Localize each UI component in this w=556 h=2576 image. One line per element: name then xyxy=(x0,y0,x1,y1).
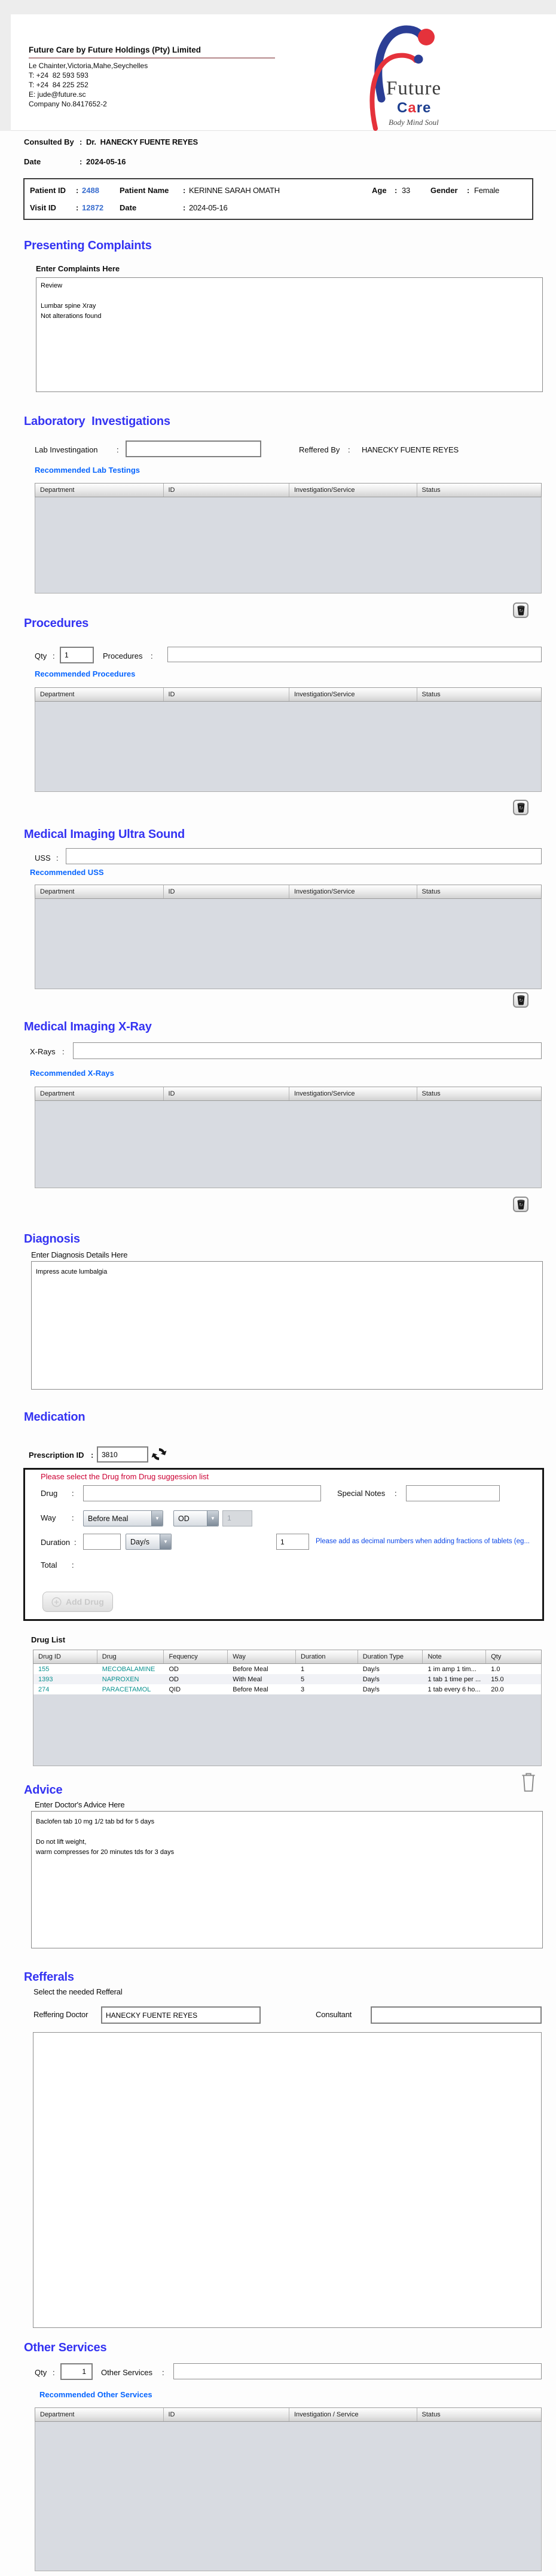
column-header: Status xyxy=(421,487,441,494)
procedures-clear-button[interactable] xyxy=(513,800,528,815)
advice-title: Advice xyxy=(24,1783,63,1797)
drug-duration-type: Day/s xyxy=(362,1675,380,1683)
medication-title: Medication xyxy=(24,1411,85,1424)
trash-icon xyxy=(517,802,526,813)
patient-gender-colon: : xyxy=(467,186,470,195)
drug-name: MECOBALAMINE xyxy=(102,1665,155,1673)
referral-list-box[interactable] xyxy=(33,2032,542,2328)
uss-table-body xyxy=(35,899,542,989)
drug-duration: 3 xyxy=(300,1685,305,1693)
svg-text:↻: ↻ xyxy=(518,1202,523,1208)
future-care-logo xyxy=(359,21,478,131)
frequency-select-value: OD xyxy=(178,1515,190,1523)
company-phone1: T: +24 82 593 593 xyxy=(29,71,88,79)
special-notes-colon: : xyxy=(395,1489,397,1498)
company-name: Future Care by Future Holdings (Pty) Limited xyxy=(29,45,201,54)
way-select[interactable] xyxy=(83,1510,163,1526)
other-qty-colon: : xyxy=(53,2368,55,2377)
drug-suggestion-warning: Please select the Drug from Drug suggession list xyxy=(41,1472,209,1481)
total-colon: : xyxy=(72,1561,74,1570)
drug-frequency: OD xyxy=(169,1675,179,1683)
company-name-underline xyxy=(29,57,275,59)
column-header: Fequency xyxy=(164,1650,228,1663)
consulted-by-label: Consulted By xyxy=(24,137,74,146)
drug-note: 1 im amp 1 tim... xyxy=(427,1665,476,1673)
procedures-table-body xyxy=(35,702,542,792)
drug-list-header xyxy=(33,1650,542,1664)
column-header: Duration xyxy=(296,1650,358,1663)
diagnosis-title: Diagnosis xyxy=(24,1232,80,1246)
patient-age-label: Age xyxy=(372,186,387,195)
drug-name: PARACETAMOL xyxy=(102,1685,151,1693)
reffered-by-colon: : xyxy=(348,445,350,454)
patient-name-colon: : xyxy=(183,186,186,195)
drug-name: NAPROXEN xyxy=(102,1675,139,1683)
column-header: Investigation/Service xyxy=(289,1087,417,1100)
duration-input[interactable] xyxy=(83,1534,121,1550)
logo-word-future: Future xyxy=(386,78,442,99)
uss-field-label: USS xyxy=(35,853,51,862)
patient-id-label: Patient ID xyxy=(30,186,66,195)
drug-list-title: Drug List xyxy=(31,1635,66,1644)
patient-age-colon: : xyxy=(395,186,398,195)
way-colon: : xyxy=(72,1513,74,1522)
complaints-title: Presenting Complaints xyxy=(24,239,152,252)
trash-icon xyxy=(517,995,526,1005)
drug-duration-type: Day/s xyxy=(362,1685,380,1693)
patient-id-value: 2488 xyxy=(82,186,99,195)
procedures-qty-input[interactable] xyxy=(60,647,94,663)
patient-name-label: Patient Name xyxy=(120,186,169,195)
column-header: Department xyxy=(35,1087,164,1100)
prescription-id-colon: : xyxy=(91,1451,94,1460)
way-select-value: Before Meal xyxy=(88,1515,129,1523)
duration-label: Duration xyxy=(41,1538,71,1547)
drug-id: 1393 xyxy=(38,1675,53,1683)
drug-way: With Meal xyxy=(233,1675,262,1683)
column-header: Note xyxy=(423,1650,486,1663)
logo-word-care xyxy=(397,100,431,117)
drug-id: 155 xyxy=(38,1665,50,1673)
prescription-id-input[interactable] xyxy=(97,1446,148,1463)
column-header: ID xyxy=(164,885,290,898)
drug-duration: 1 xyxy=(300,1665,305,1673)
procedures-table-header xyxy=(35,687,542,702)
drug-row[interactable] xyxy=(33,1664,541,1674)
drug-id: 274 xyxy=(38,1685,50,1693)
column-header: ID xyxy=(164,484,290,497)
patient-gender-label: Gender xyxy=(430,186,458,195)
patient-gender-value: Female xyxy=(474,186,500,195)
procedures-table-title: Recommended Procedures xyxy=(35,669,136,678)
lab-table-header xyxy=(35,483,542,497)
xray-table-header xyxy=(35,1087,542,1101)
column-header: Status xyxy=(421,1090,441,1097)
xray-table xyxy=(35,1087,542,1188)
column-header: Way xyxy=(228,1650,296,1663)
way-label: Way xyxy=(41,1513,56,1522)
special-notes-input[interactable] xyxy=(406,1485,500,1501)
procedures-qty-label: Qty xyxy=(35,651,47,660)
delete-advice-button[interactable] xyxy=(519,1770,538,1794)
diagnosis-sublabel: Enter Diagnosis Details Here xyxy=(31,1250,128,1259)
referrals-title: Refferals xyxy=(24,1971,74,1984)
consult-date-value: 2024-05-16 xyxy=(86,157,126,166)
refresh-icon xyxy=(151,1446,167,1463)
drug-duration: 5 xyxy=(300,1675,305,1683)
reffering-doctor-input[interactable] xyxy=(101,2006,261,2024)
lab-table xyxy=(35,483,542,593)
visit-date-value: 2024-05-16 xyxy=(189,203,228,212)
patient-age-value: 33 xyxy=(402,186,411,195)
add-drug-button[interactable] xyxy=(42,1592,113,1612)
procedures-field-colon: : xyxy=(151,651,153,660)
uss-input[interactable] xyxy=(66,848,542,864)
xray-table-title: Recommended X-Rays xyxy=(30,1069,114,1078)
trash-outline-icon xyxy=(520,1770,537,1793)
drug-way: Before Meal xyxy=(233,1685,268,1693)
company-number: Company No.8417652-2 xyxy=(29,100,107,108)
column-header: Qty xyxy=(491,1653,502,1660)
svg-text:↻: ↻ xyxy=(518,998,523,1004)
drug-note: 1 tab every 6 ho... xyxy=(427,1685,481,1693)
chevron-down-icon: ▼ xyxy=(207,1511,218,1526)
column-header: Investigation/Service xyxy=(289,688,417,701)
uss-table xyxy=(35,885,542,989)
complaints-textarea[interactable] xyxy=(36,277,543,392)
column-header: Department xyxy=(35,885,164,898)
dose-input-disabled: 1 xyxy=(222,1510,252,1526)
logo-care-re: re xyxy=(416,100,432,116)
other-field-label: Other Services xyxy=(101,2368,152,2377)
xray-clear-button[interactable] xyxy=(513,1197,528,1212)
trash-icon xyxy=(517,1199,526,1210)
column-header: ID xyxy=(164,1087,290,1100)
trash-icon xyxy=(517,605,526,616)
drug-way: Before Meal xyxy=(233,1665,268,1673)
other-services-title: Other Services xyxy=(24,2341,107,2354)
column-header: Status xyxy=(421,691,441,698)
column-header: Status xyxy=(421,888,441,895)
consulted-by-value: Dr. HANECKY FUENTE REYES xyxy=(86,137,198,146)
column-header: ID xyxy=(164,2408,290,2421)
column-header: Drug xyxy=(97,1650,164,1663)
visit-id-colon: : xyxy=(76,203,79,212)
consult-date-colon: : xyxy=(80,157,83,166)
procedures-table xyxy=(35,687,542,792)
page-top-margin xyxy=(0,0,556,14)
company-phone2: T: +24 84 225 252 xyxy=(29,81,88,89)
lab-table-title: Recommended Lab Testings xyxy=(35,466,140,475)
frequency-select[interactable] xyxy=(173,1510,219,1526)
chevron-down-icon: ▼ xyxy=(160,1534,171,1549)
visit-id-label: Visit ID xyxy=(30,203,56,212)
drug-row[interactable] xyxy=(33,1684,541,1694)
lab-table-body xyxy=(35,497,542,593)
other-table-header xyxy=(35,2407,542,2422)
uss-table-header xyxy=(35,885,542,899)
patient-info-box xyxy=(23,178,533,220)
prescription-id-label: Prescription ID xyxy=(29,1451,84,1460)
consultant-input[interactable] xyxy=(371,2006,542,2024)
column-header: Department xyxy=(35,484,164,497)
reffering-doctor-label: Reffering Doctor xyxy=(33,2010,88,2019)
drug-qty: 20.0 xyxy=(491,1685,504,1693)
lab-clear-button[interactable] xyxy=(513,602,528,618)
column-header: Duration Type xyxy=(358,1650,423,1663)
refresh-prescription-button[interactable] xyxy=(151,1446,167,1463)
xray-field-colon: : xyxy=(62,1047,65,1056)
advice-textarea[interactable] xyxy=(31,1811,543,1948)
referrals-sublabel: Select the needed Refferal xyxy=(33,1987,123,1996)
other-qty-input[interactable] xyxy=(60,2363,93,2380)
column-header: Investigation/Service xyxy=(289,484,417,497)
drug-note: 1 tab 1 time per ... xyxy=(427,1675,481,1683)
procedures-field-label: Procedures xyxy=(103,651,143,660)
lab-investigation-input[interactable] xyxy=(126,440,261,457)
drug-row[interactable] xyxy=(33,1674,541,1684)
column-header: Status xyxy=(421,2411,441,2418)
svg-text:↻: ↻ xyxy=(518,608,523,614)
drug-qty: 1.0 xyxy=(491,1665,500,1673)
uss-clear-button[interactable] xyxy=(513,992,528,1008)
patient-name-value: KERINNE SARAH OMATH xyxy=(189,186,280,195)
drug-qty: 15.0 xyxy=(491,1675,504,1683)
visit-date-colon: : xyxy=(183,203,186,212)
company-email: E: jude@future.sc xyxy=(29,90,86,99)
drug-colon: : xyxy=(72,1489,74,1498)
column-header: Investigation / Service xyxy=(289,2408,417,2421)
drug-duration-type: Day/s xyxy=(362,1665,380,1673)
consult-date-label: Date xyxy=(24,157,41,166)
xray-table-body xyxy=(35,1101,542,1188)
visit-id-value: 12872 xyxy=(82,203,104,212)
advice-sublabel: Enter Doctor's Advice Here xyxy=(35,1800,125,1809)
consulted-by-colon: : xyxy=(80,137,83,146)
duration-unit-value: Day/s xyxy=(130,1538,149,1546)
drug-label: Drug xyxy=(41,1489,58,1498)
duration-colon: : xyxy=(74,1538,77,1547)
drug-input[interactable] xyxy=(83,1485,321,1501)
lab-field-colon: : xyxy=(117,445,119,454)
add-drug-label: Add Drug xyxy=(66,1597,104,1607)
column-header: Department xyxy=(35,2408,164,2421)
special-notes-label: Special Notes xyxy=(337,1489,386,1498)
drug-frequency: OD xyxy=(169,1665,179,1673)
procedures-input[interactable] xyxy=(167,647,542,662)
xray-field-label: X-Rays xyxy=(30,1047,56,1056)
total-label: Total xyxy=(41,1561,57,1570)
column-header: ID xyxy=(164,688,290,701)
tablet-quantity-input[interactable] xyxy=(276,1534,309,1550)
column-header: Investigation/Service xyxy=(289,885,417,898)
uss-title: Medical Imaging Ultra Sound xyxy=(24,828,185,841)
lab-title: Laboratory Investigations xyxy=(24,415,170,428)
duration-unit-select[interactable] xyxy=(126,1534,172,1550)
drug-list-body xyxy=(33,1664,542,1766)
other-services-input[interactable] xyxy=(173,2363,542,2379)
logo-care-heart: a xyxy=(408,100,417,116)
uss-table-title: Recommended USS xyxy=(30,868,104,877)
consultant-label: Consultant xyxy=(316,2010,352,2019)
xray-input[interactable] xyxy=(73,1042,542,1059)
xray-title: Medical Imaging X-Ray xyxy=(24,1020,152,1033)
other-table-title: Recommended Other Services xyxy=(39,2390,152,2399)
chevron-down-icon: ▼ xyxy=(151,1511,163,1526)
patient-id-colon: : xyxy=(76,186,79,195)
procedures-title: Procedures xyxy=(24,617,89,630)
reffered-by-value: HANECKY FUENTE REYES xyxy=(362,445,459,454)
svg-text:↻: ↻ xyxy=(518,805,523,811)
plus-circle-icon xyxy=(51,1597,62,1607)
drug-frequency: QID xyxy=(169,1685,181,1693)
column-header: Department xyxy=(35,688,164,701)
lab-field-label: Lab Investingation xyxy=(35,445,98,454)
logo-care-c: C xyxy=(397,100,408,116)
complaints-sublabel: Enter Complaints Here xyxy=(36,264,120,273)
procedures-qty-colon: : xyxy=(53,651,55,660)
logo-tagline: Body Mind Soul xyxy=(389,118,439,127)
reffered-by-label: Reffered By xyxy=(299,445,340,454)
fraction-note: Please add as decimal numbers when adding fractions of tablets (eg... xyxy=(316,1538,530,1545)
visit-date-label: Date xyxy=(120,203,137,212)
column-header: Drug ID xyxy=(33,1650,97,1663)
page-left-margin xyxy=(0,14,11,131)
diagnosis-textarea[interactable] xyxy=(31,1261,543,1390)
company-address: Le Chainter,Victoria,Mahe,Seychelles xyxy=(29,62,148,70)
other-services-table xyxy=(35,2407,542,2571)
other-qty-label: Qty xyxy=(35,2368,47,2377)
other-field-colon: : xyxy=(162,2368,164,2377)
drug-list-table xyxy=(33,1650,542,1766)
uss-field-colon: : xyxy=(56,853,59,862)
other-table-body xyxy=(35,2422,542,2571)
